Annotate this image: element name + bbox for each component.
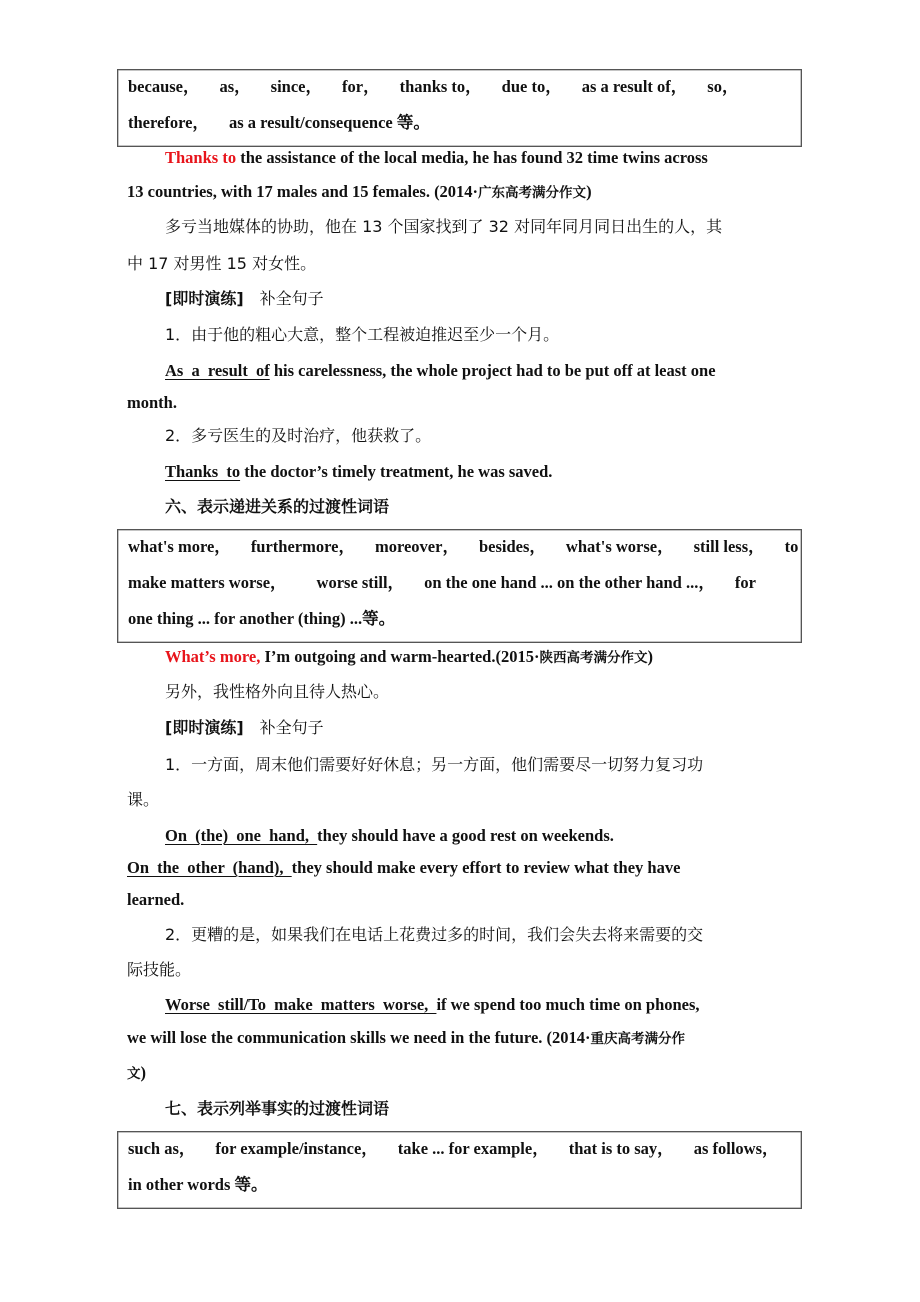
connective-term: such as， (128, 1139, 196, 1158)
question-1-cont: 课。 (127, 790, 160, 809)
translation: 另外，我性格外向且待人热心。 (165, 682, 390, 701)
answer-fill: Thanks to (165, 462, 241, 481)
progressive-connectives-box (117, 529, 802, 643)
answer-2 (165, 994, 700, 1016)
causal-connectives-box (117, 69, 802, 147)
example-sentence (165, 147, 708, 169)
connective-term: that is to say， (568, 1139, 674, 1158)
answer-text: if we spend too much time on phones, (436, 995, 700, 1014)
connective-term: therefore， (128, 113, 209, 132)
example-text: the assistance of the local media, he has found 32 time twins across (236, 148, 708, 167)
translation: 多亏当地媒体的协助，他在 13 个国家找到了 32 对同年同月同日出生的人，其 (165, 217, 723, 236)
box-line (128, 536, 798, 558)
answer-2-cont (127, 1027, 685, 1050)
connective-term: still less， (693, 537, 765, 556)
practice-label: [即时演练] (165, 289, 244, 308)
connective-term: furthermore， (250, 537, 355, 556)
section-title: 六、表示递进关系的过渡性词语 (165, 497, 390, 516)
connective-term: in other words 等。 (128, 1175, 268, 1194)
connective-term: what's more， (128, 537, 231, 556)
connective-term: because， (128, 77, 200, 96)
answer-fill: On the other (hand), (127, 858, 292, 877)
practice-task: 补全句子 (259, 289, 324, 308)
question-2: 2．更糟的是，如果我们在电话上花费过多的时间，我们会失去将来需要的交 (165, 925, 704, 944)
answer-text: the doctor’s timely treatment, he was saved. (240, 462, 553, 481)
connective-term: as a result/consequence 等。 (228, 113, 430, 132)
box-line (128, 608, 395, 630)
connective-term: as， (219, 77, 251, 96)
paren: ) (140, 1063, 146, 1082)
box-line (128, 572, 756, 594)
connective-term: for (734, 573, 756, 592)
box-line (128, 112, 430, 134)
practice-header (165, 288, 324, 310)
answer-1b (127, 857, 680, 879)
practice-task: 补全句子 (259, 718, 324, 737)
practice-label: [即时演练] (165, 718, 244, 737)
example-sentence-cont (127, 181, 592, 204)
connective-term: what's worse， (565, 537, 674, 556)
connective-term: take ... for example， (397, 1139, 549, 1158)
answer-fill: On (the) one hand, (165, 826, 318, 845)
question-2: 2．多亏医生的及时治疗，他获救了。 (165, 426, 432, 445)
example-sentence (165, 646, 653, 669)
answer-text: they should have a good rest on weekends. (317, 826, 614, 845)
answer-text: his carelessness, the whole project had to be put off at least one (269, 361, 716, 380)
source-citation: 重庆高考满分作 (590, 1031, 686, 1047)
answer-1a (165, 825, 614, 847)
translation-cont: 中 17 对男性 15 对女性。 (127, 254, 317, 273)
connective-term: on the one hand ... on the other hand ...， (424, 573, 715, 592)
connective-term: to (784, 537, 799, 556)
answer-1b-cont: learned. (127, 890, 185, 909)
answer-fill: Worse still/To make matters worse, (165, 995, 437, 1014)
connective-term: for， (342, 77, 380, 96)
connective-term: due to， (501, 77, 562, 96)
connective-term: besides， (478, 537, 546, 556)
connective-term: as a result of， (581, 77, 688, 96)
connective-term: worse still， (316, 573, 405, 592)
connective-term: as follows， (693, 1139, 779, 1158)
connective-term: thanks to， (399, 77, 482, 96)
connective-term: moreover， (374, 537, 459, 556)
question-1: 1．由于他的粗心大意，整个工程被迫推迟至少一个月。 (165, 325, 560, 344)
box-line (128, 1174, 268, 1196)
question-1: 1．一方面，周末他们需要好好休息；另一方面，他们需要尽一切努力复习功 (165, 755, 704, 774)
answer-2 (165, 461, 552, 483)
practice-header (165, 717, 324, 739)
question-2-cont: 际技能。 (127, 960, 192, 979)
answer-text: they should make every effort to review what they have (291, 858, 681, 877)
paren: ) (647, 647, 653, 666)
box-line (128, 1138, 778, 1160)
source-citation: 文 (127, 1066, 141, 1082)
answer-1 (165, 360, 716, 382)
connective-term: since， (270, 77, 323, 96)
answer-fill: As a result of (165, 361, 270, 380)
connective-term: make matters worse， (128, 573, 287, 592)
paren: ) (586, 182, 592, 201)
highlight-phrase: What’s more, (165, 647, 261, 666)
source-citation: 广东高考满分作文 (478, 185, 587, 201)
highlight-phrase: Thanks to (165, 148, 237, 167)
answer-2-cont2 (127, 1062, 146, 1085)
section-title: 七、表示列举事实的过渡性词语 (165, 1099, 390, 1118)
connective-term: for example/instance， (215, 1139, 378, 1158)
answer-1-cont: month. (127, 393, 177, 412)
example-text: I’m outgoing and warm-hearted.(2015· (260, 647, 540, 666)
connective-term: so， (707, 77, 739, 96)
box-line (128, 76, 758, 98)
answer-text: we will lose the communication skills we need in the future. (2014· (127, 1028, 591, 1047)
source-citation: 陕西高考满分作文 (539, 650, 648, 666)
connective-term: one thing ... for another (thing) ...等。 (128, 609, 396, 628)
example-connectives-box (117, 1131, 802, 1209)
example-text: 13 countries, with 17 males and 15 females. (2014· (127, 182, 479, 201)
